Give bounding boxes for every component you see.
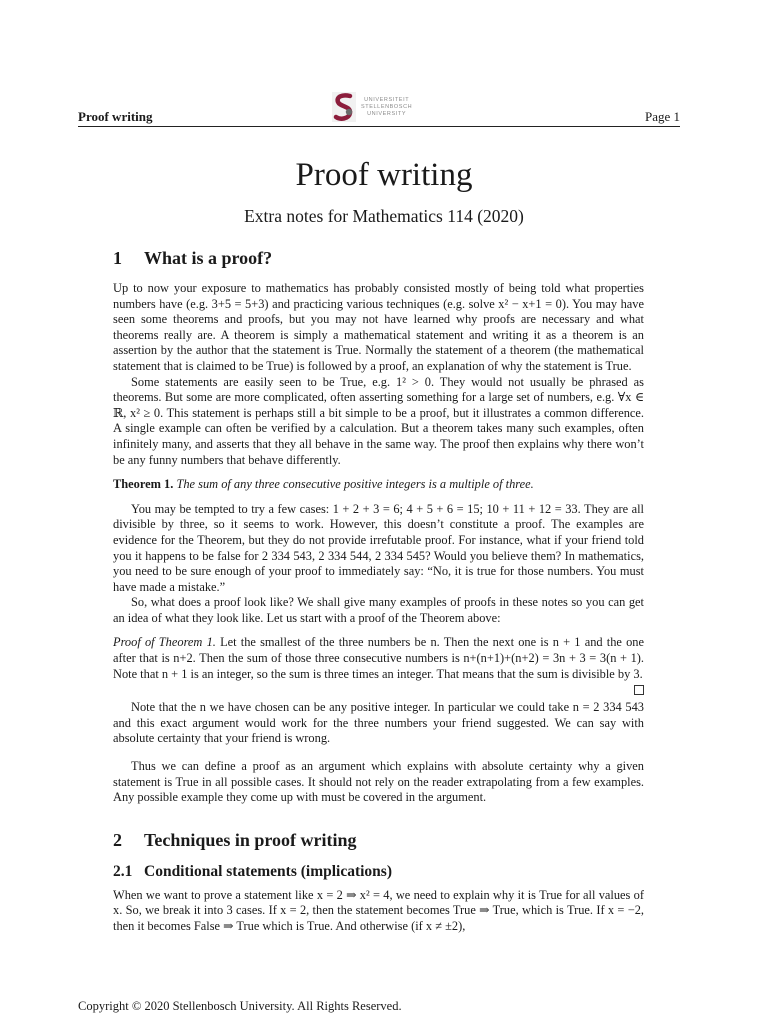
logo-line-3: UNIVERSITY xyxy=(367,110,407,117)
subsection-number: 2.1 xyxy=(113,862,133,880)
paragraph: Some statements are easily seen to be True, e.g. 1² > 0. They would not usually be phrased as theorems. But some are more complicated, often asserting something for a large set of numbers, e.g. ∀x ∈ ℝ, x² ≥ 0. This statement is perhaps still a bit simple to be a proof, but it illustrates a common difference. A single example can often be verified by a calculation. But a theorem takes many such examples, often infinitely many, and asserts that they all behave in the same way. The proof then explains why there won’t be any funny numbers that behave differently. xyxy=(113,374,644,467)
proof-label: Proof of Theorem 1. xyxy=(113,635,216,650)
section-title: What is a proof? xyxy=(144,248,273,268)
paragraph: Up to now your exposure to mathematics has probably consisted mostly of being told what properties numbers have (e.g. 3+5 = 5+3) and practicing various techniques (e.g. solve x² − x+1 = 0). You may have seen some theorems and proofs, but you may not have learned why proofs are necessary and what theorems really are. A theorem is simply a mathematical statement and writing it as a theorem is an assertion by the author that the statement is True. Normally the statement of a theorem (the mathematical statement that is claimed to be True) is followed by a proof, an explanation of why the statement is True. xyxy=(113,281,644,373)
running-title: Proof writing xyxy=(78,109,153,124)
proof-text: Let the smallest of the three numbers be n. Then the next one is n + 1 and the one after that is n+2. Then the sum of those three consecutive numbers is n+(n+1)+(n+2) = 3n + 3 = 3(n + 1). Note that n + 1 is an integer, so the sum is three times an integer. That means that the sum is divisible by 3. xyxy=(113,635,644,681)
logo-line-2: STELLENBOSCH xyxy=(361,103,413,110)
subsection-2-1-heading xyxy=(113,863,644,881)
paragraph: You may be tempted to try a few cases: 1 + 2 + 3 = 6; 4 + 5 + 6 = 15; 10 + 11 + 12 = 33. They are all divisible by three, so it seems to work. However, this doesn’t constitute a proof. The examples are evidence for the Theorem, but they do not provide irrefutable proof. For instance, what if your friend told you it happens to be false for 2 334 543, 2 334 544, 2 334 545? Would you believe them? In mathematics, you need to be sure enough of your proof to immediately say: “No, it is true for those numbers. You must have made a mistake.” xyxy=(113,501,644,594)
section-1-heading xyxy=(113,248,644,269)
qed-symbol xyxy=(634,685,644,695)
page-number: Page 1 xyxy=(644,109,680,124)
section-title: Techniques in proof writing xyxy=(144,829,357,850)
section-number: 2 xyxy=(113,829,122,850)
university-logo xyxy=(332,92,412,122)
paragraph: When we want to prove a statement like x = 2 ⇒ x² = 4, we need to explain why it is True for all values of x. So, we break it into 3 cases. If x = 2, then the statement becomes True ⇒ True, which is True. If x = −2, then it becomes False ⇒ True which is True. And otherwise (if x ≠ ±2), xyxy=(113,887,644,933)
subsection-title: Conditional statements (implications) xyxy=(144,862,392,880)
section-2-heading xyxy=(113,830,644,851)
document-title: Proof writing xyxy=(295,157,473,193)
document-subtitle: Extra notes for Mathematics 114 (2020) xyxy=(244,206,524,226)
theorem xyxy=(113,477,644,493)
logo-line-1: UNIVERSITEIT xyxy=(364,96,410,103)
section-number: 1 xyxy=(113,248,122,268)
logo-wordmark xyxy=(361,97,412,118)
theorem-label: Theorem 1. xyxy=(113,477,174,492)
header-rule xyxy=(78,126,680,127)
theorem-statement: The sum of any three consecutive positive integers is a multiple of three. xyxy=(176,477,534,492)
proof xyxy=(113,635,644,682)
stellenbosch-s-logo-icon xyxy=(332,92,356,122)
paragraph: Note that the n we have chosen can be any positive integer. In particular we could take n = 2 334 543 and this exact argument would work for the three numbers your friend suggested. We can say with absolute certainty that your friend is wrong. xyxy=(113,700,644,746)
paragraph: So, what does a proof look like? We shall give many examples of proofs in these notes so you can get an idea of what they look like. Let us start with a proof of the Theorem above: xyxy=(113,595,644,625)
paragraph: Thus we can define a proof as an argument which explains with absolute certainty why a given statement is True in all possible cases. It should not rely on the reader extrapolating from a few examples. Any possible example they come up with must be covered in the argument. xyxy=(113,759,644,805)
copyright-footer: Copyright © 2020 Stellenbosch University. All Rights Reserved. xyxy=(78,999,402,1013)
document-body xyxy=(113,248,644,935)
